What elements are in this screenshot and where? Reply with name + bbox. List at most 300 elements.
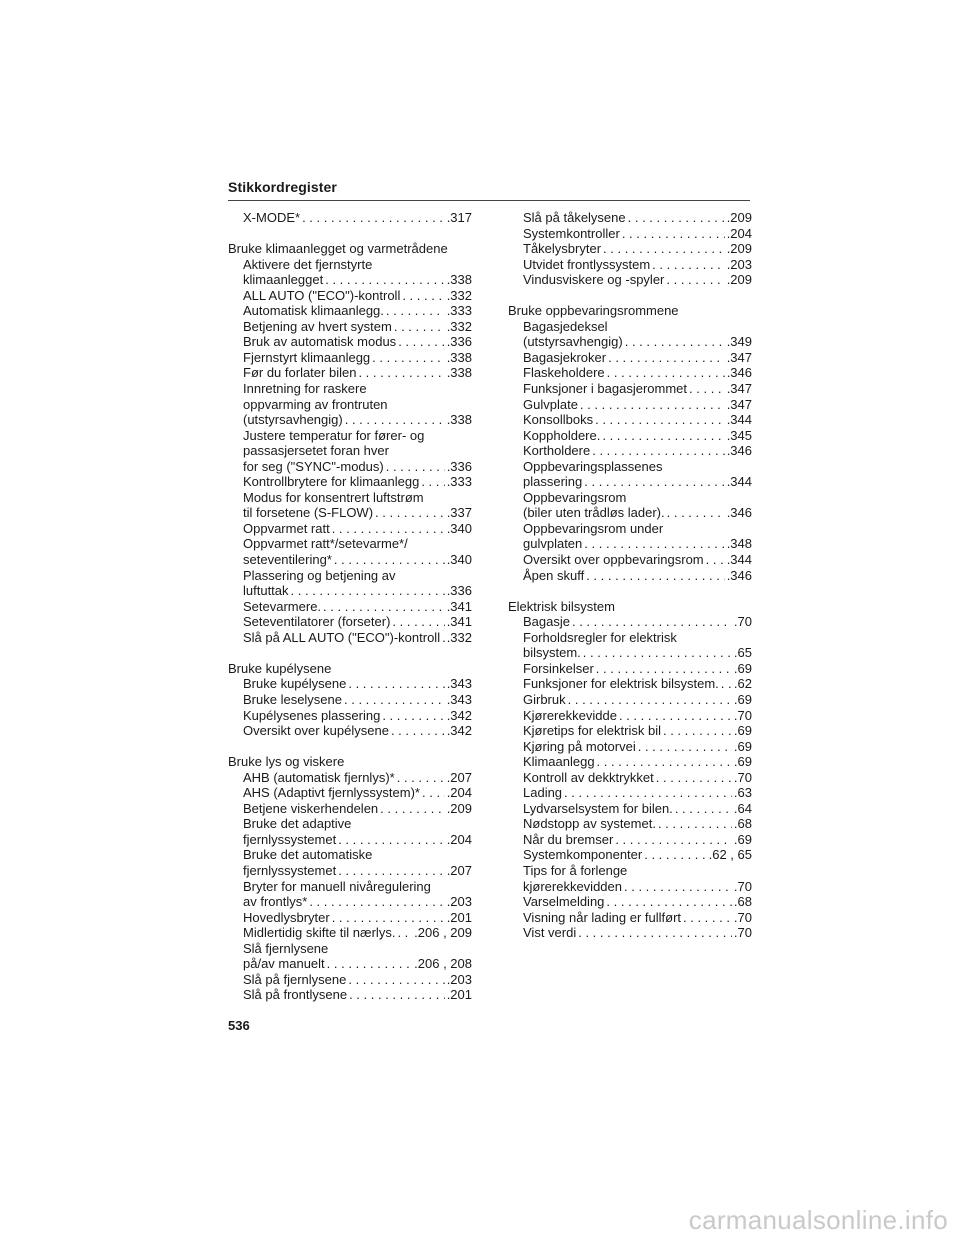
entry-continuation-line: Slå fjernlysene (243, 940, 329, 956)
entry-page: .336 (446, 583, 472, 599)
leader-dots (628, 210, 725, 226)
leader-dots (619, 708, 732, 724)
entry-text: Kupélysenes plassering (243, 707, 381, 723)
entry-text: Før du forlater bilen (243, 365, 357, 381)
entry-page: .69 (733, 691, 752, 707)
index-entry (508, 226, 752, 242)
entry-text: gulvplaten (523, 536, 583, 552)
leader-dots (332, 521, 445, 537)
entry-page: .207 (446, 769, 472, 785)
index-entry (228, 692, 472, 708)
index-entry (508, 739, 752, 755)
index-entry (508, 210, 752, 226)
index-entry (508, 381, 752, 397)
entry-page: .209 (446, 800, 472, 816)
leader-dots (338, 832, 444, 848)
entry-page: .346 (726, 365, 752, 381)
entry-page: .336 (446, 334, 472, 350)
index-entry (228, 676, 472, 692)
index-entry (228, 210, 472, 226)
entry-text: Slå på ALL AUTO ("ECO")-kontroll (243, 629, 441, 645)
entry-continuation-line: Modus for konsentrert luftstrøm (243, 489, 424, 505)
leader-dots (622, 226, 725, 242)
index-entry (508, 676, 752, 692)
entry-text: Automatisk klimaanlegg. (243, 303, 384, 319)
leader-dots (602, 428, 724, 444)
leader-dots (349, 987, 445, 1003)
index-section (508, 599, 752, 941)
leader-dots (386, 303, 445, 319)
entry-continuation-line: Forholdsregler for elektrisk (523, 629, 677, 645)
leader-dots (375, 505, 445, 521)
leader-dots (689, 381, 725, 397)
entry-continuation-line: Oppbevaringsrom (523, 489, 627, 505)
leader-dots (380, 801, 445, 817)
index-entry (228, 505, 472, 521)
entry-text: Koppholdere. (523, 427, 601, 443)
entry-text: Konsollboks (523, 412, 594, 428)
section-title: Bruke kupélysene (228, 660, 332, 676)
entry-text: Betjening av hvert system (243, 318, 392, 334)
entry-text: Oversikt over kupélysene (243, 723, 389, 739)
entry-continuation-line: Oppbevaringsrom under (523, 520, 664, 536)
index-entry (508, 272, 752, 288)
entry-text: Systemkomponenter (523, 847, 643, 863)
entry-text: AHS (Adaptivt fjernlyssystem)* (243, 785, 420, 801)
index-entry (508, 770, 752, 786)
index-entry (508, 257, 752, 273)
entry-page: .206 , 208 (414, 956, 472, 972)
entry-text: Lading (523, 785, 563, 801)
entry-page: .209 (726, 241, 752, 257)
leader-dots (583, 645, 732, 661)
entry-page: .62 (733, 676, 752, 692)
index-entry (228, 863, 472, 879)
leader-dots (358, 365, 444, 381)
entry-text: Kjøretips for elektrisk bil (523, 723, 661, 739)
entry-page: .341 (446, 614, 472, 630)
entry-page: .344 (726, 412, 752, 428)
entry-text: Lydvarselsystem for bilen. (523, 800, 673, 816)
leader-dots (584, 536, 724, 552)
entry-page: .343 (446, 691, 472, 707)
leader-dots (323, 599, 445, 615)
index-entry (228, 770, 472, 786)
entry-page: .201 (446, 909, 472, 925)
entry-page: .337 (446, 505, 472, 521)
index-entry (508, 614, 752, 630)
entry-text: bilsystem. (523, 645, 581, 661)
index-entry (508, 350, 752, 366)
entry-page: .338 (446, 365, 472, 381)
index-entry (228, 272, 472, 288)
entry-page: .344 (726, 552, 752, 568)
index-section (228, 661, 472, 739)
leader-dots (345, 412, 445, 428)
leader-dots (667, 505, 725, 521)
leader-dots (422, 785, 445, 801)
entry-page: .343 (446, 676, 472, 692)
index-entry (508, 847, 752, 863)
leader-dots (606, 894, 732, 910)
entry-text: Flaskeholdere (523, 365, 605, 381)
entry-text: Fjernstyrt klimaanlegg (243, 349, 371, 365)
leader-dots (584, 474, 724, 490)
entry-text: Kontroll av dekktrykket (523, 769, 654, 785)
entry-continuation-line: Plassering og betjening av (243, 567, 396, 583)
index-entry (508, 397, 752, 413)
leader-dots (372, 350, 445, 366)
index-entry (508, 552, 752, 568)
entry-text: Bruk av automatisk modus (243, 334, 397, 350)
entry-page: .340 (446, 552, 472, 568)
index-entry (508, 474, 752, 490)
entry-text: Slå på tåkelysene (523, 210, 626, 225)
leader-dots (398, 334, 445, 350)
leader-dots (625, 334, 725, 350)
entry-text: for seg ("SYNC"-modus) (243, 458, 384, 474)
entry-page: .68 (733, 816, 752, 832)
leader-dots (421, 474, 444, 490)
entry-text: Funksjoner for elektrisk bilsystem. (523, 676, 719, 692)
leader-dots (658, 816, 732, 832)
leader-dots (644, 847, 706, 863)
entry-page: .332 (446, 287, 472, 303)
entry-text: Bruke leselysene (243, 691, 342, 707)
entry-page: .64 (733, 800, 752, 816)
index-entry (228, 801, 472, 817)
leader-dots (302, 210, 445, 226)
entry-text: Seteventilatorer (forseter) (243, 614, 391, 630)
index-entry (508, 708, 752, 724)
entry-text: Nødstopp av systemet. (523, 816, 656, 832)
entry-page: .69 (733, 754, 752, 770)
entry-text: fjernlyssystemet (243, 862, 337, 878)
leader-dots (608, 350, 725, 366)
entry-page: .347 (726, 381, 752, 397)
entry-page: .70 (733, 925, 752, 941)
entry-text: plassering (523, 474, 583, 490)
entry-page: .342 (446, 723, 472, 739)
entry-page: .204 (726, 225, 752, 241)
entry-page: .203 (726, 256, 752, 272)
entry-page: .69 (733, 660, 752, 676)
index-entry (508, 801, 752, 817)
entry-text: Kortholdere (523, 443, 591, 459)
index-entry (228, 412, 472, 428)
index-entry (508, 925, 752, 941)
entry-text: ALL AUTO ("ECO")-kontroll (243, 287, 401, 303)
leader-dots (603, 241, 725, 257)
index-entry (228, 614, 472, 630)
entry-page: .338 (446, 412, 472, 428)
entry-page: .317 (446, 210, 472, 225)
entry-text: Visning når lading er fullført (523, 909, 682, 925)
leader-dots (402, 288, 444, 304)
leader-dots (291, 583, 445, 599)
index-entry (508, 645, 752, 661)
entry-page: .336 (446, 458, 472, 474)
entry-page: .338 (446, 272, 472, 288)
index-entry (508, 334, 752, 350)
index-entry (508, 723, 752, 739)
leader-dots (663, 723, 732, 739)
entry-text: Bagasjekroker (523, 349, 607, 365)
entry-text: fjernlyssystemet (243, 831, 337, 847)
leader-dots (348, 972, 444, 988)
entry-page: .349 (726, 334, 752, 350)
entry-page: .70 (733, 909, 752, 925)
index-entry (508, 754, 752, 770)
entry-page: .345 (726, 427, 752, 443)
index-entry (508, 692, 752, 708)
index-entry (228, 599, 472, 615)
entry-text: Bruke kupélysene (243, 676, 347, 692)
entry-page: .209 (726, 210, 752, 225)
entry-continuation-line: Bagasjedeksel (523, 318, 608, 334)
entry-page: .204 (446, 831, 472, 847)
index-section (228, 754, 472, 1003)
index-section (508, 210, 752, 288)
entry-page: .70 (733, 614, 752, 630)
index-entry (228, 785, 472, 801)
entry-page: .65 (733, 645, 752, 661)
index-entry (508, 816, 752, 832)
leader-dots (564, 785, 732, 801)
leader-dots (442, 630, 445, 646)
leader-dots (386, 459, 445, 475)
leader-dots (338, 863, 444, 879)
index-entry (228, 708, 472, 724)
entry-text: til forsetene (S-FLOW) (243, 505, 374, 521)
entry-page: .347 (726, 349, 752, 365)
entry-text: kjørerekkevidden (523, 878, 622, 894)
index-column-right (508, 210, 752, 956)
index-entry (228, 723, 472, 739)
entry-text: Oversikt over oppbevaringsrom (523, 552, 704, 568)
leader-dots (332, 910, 445, 926)
entry-page: .70 (733, 769, 752, 785)
entry-text: (utstyrsavhengig) (523, 334, 623, 350)
entry-page: .206 , 209 (414, 925, 472, 941)
index-entry (508, 428, 752, 444)
index-entry (508, 536, 752, 552)
index-entry (508, 832, 752, 848)
entry-text: Vist verdi (523, 925, 577, 941)
entry-text: Funksjoner i bagasjerommet (523, 381, 688, 397)
entry-text: Kjørerekkevidde (523, 707, 617, 723)
entry-continuation-line: Oppbevaringsplassenes (523, 458, 663, 474)
index-entry (508, 661, 752, 677)
leader-dots (624, 879, 732, 895)
entry-page: .332 (446, 629, 472, 645)
index-entry (228, 303, 472, 319)
leader-dots (397, 925, 412, 941)
entry-text: Vindusviskere og -spyler (523, 272, 665, 288)
section-title: Elektrisk bilsystem (508, 598, 615, 614)
index-entry (228, 319, 472, 335)
entry-page: .333 (446, 303, 472, 319)
entry-continuation-line: Bryter for manuell nivåregulering (243, 878, 431, 894)
index-entry (228, 972, 472, 988)
entry-text: Bagasje (523, 614, 570, 630)
leader-dots (706, 552, 725, 568)
index-entry (228, 521, 472, 537)
entry-text: luftuttak (243, 583, 289, 599)
entry-text: av frontlys* (243, 894, 308, 910)
leader-dots (572, 614, 732, 630)
entry-continuation-line: Bruke det automatiske (243, 847, 373, 863)
entry-text: Hovedlysbryter (243, 909, 330, 925)
leader-dots (392, 614, 444, 630)
leader-dots (327, 956, 413, 972)
index-entry (228, 910, 472, 926)
index-entry (508, 568, 752, 584)
index-entry (508, 894, 752, 910)
entry-page: .203 (446, 971, 472, 987)
entry-page: .63 (733, 785, 752, 801)
section-title: Bruke lys og viskere (228, 754, 345, 770)
index-entry (228, 894, 472, 910)
entry-continuation-line: Aktivere det fjernstyrte (243, 256, 373, 272)
index-header (228, 179, 750, 201)
index-entry (228, 350, 472, 366)
entry-page: .201 (446, 987, 472, 1003)
index-entry (228, 288, 472, 304)
entry-text: Systemkontroller (523, 225, 620, 241)
entry-page: .346 (726, 505, 752, 521)
index-entry (508, 365, 752, 381)
index-entry (228, 365, 472, 381)
entry-page: .342 (446, 707, 472, 723)
index-entry (508, 785, 752, 801)
index-column-left (228, 210, 472, 1018)
index-section (508, 303, 752, 583)
index-entry (228, 583, 472, 599)
watermark-text: carmanualsonline.info (688, 1205, 948, 1235)
index-entry (228, 832, 472, 848)
leader-dots (391, 723, 445, 739)
entry-text: Gulvplate (523, 396, 578, 412)
entry-text: Slå på frontlysene (243, 987, 348, 1003)
entry-text: på/av manuelt (243, 956, 325, 972)
leader-dots (586, 568, 724, 584)
leader-dots (683, 910, 732, 926)
index-entry (228, 987, 472, 1003)
entry-text: Kontrollbrytere for klimaanlegg (243, 474, 420, 490)
entry-page: .346 (726, 567, 752, 583)
index-entry (228, 474, 472, 490)
entry-continuation-line: Innretning for raskere (243, 381, 367, 397)
index-entry (508, 879, 752, 895)
entry-text: Klimaanlegg (523, 754, 595, 770)
entry-text: Forsinkelser (523, 660, 594, 676)
entry-text: seteventilering* (243, 552, 332, 568)
entry-page: .338 (446, 349, 472, 365)
leader-dots (348, 676, 444, 692)
entry-page: .68 (733, 894, 752, 910)
index-entry (508, 443, 752, 459)
entry-text: Åpen skuff (523, 567, 585, 583)
index-title: Stikkordregister (228, 179, 337, 195)
leader-dots (325, 272, 444, 288)
index-entry (228, 552, 472, 568)
entry-continuation-line: Justere temperatur for fører- og (243, 427, 425, 443)
entry-page: .344 (726, 474, 752, 490)
leader-dots (652, 257, 725, 273)
index-entry (228, 334, 472, 350)
entry-text: Slå på fjernlysene (243, 971, 347, 987)
entry-page: .207 (446, 862, 472, 878)
entry-continuation-line: Bruke det adaptive (243, 816, 352, 832)
leader-dots (568, 692, 732, 708)
leader-dots (638, 739, 732, 755)
entry-continuation-line: Tips for å forlenge (523, 862, 628, 878)
leader-dots (397, 770, 445, 786)
entry-text: Setevarmere. (243, 598, 322, 614)
entry-page: .347 (726, 396, 752, 412)
entry-continuation-line: Oppvarmet ratt*/setevarme*/ (243, 536, 408, 552)
entry-page: .70 (733, 707, 752, 723)
index-entry (228, 925, 472, 941)
leader-dots (595, 412, 725, 428)
index-entry (508, 412, 752, 428)
index-entry (508, 241, 752, 257)
entry-text: Varselmelding (523, 894, 605, 910)
leader-dots (607, 365, 725, 381)
entry-page: .348 (726, 536, 752, 552)
entry-page: .209 (726, 272, 752, 288)
entry-text: Tåkelysbryter (523, 241, 602, 257)
leader-dots (309, 894, 444, 910)
entry-text: Girbruk (523, 691, 566, 707)
entry-page: .69 (733, 738, 752, 754)
leader-dots (596, 661, 732, 677)
leader-dots (597, 754, 732, 770)
entry-text: (utstyrsavhengig) (243, 412, 343, 428)
index-entry (508, 505, 752, 521)
entry-text: Midlertidig skifte til nærlys. (243, 925, 396, 941)
index-entry (228, 459, 472, 475)
leader-dots (334, 552, 445, 568)
leader-dots (344, 692, 445, 708)
index-entry (228, 956, 472, 972)
entry-text: Kjøring på motorvei (523, 738, 636, 754)
entry-page: .333 (446, 474, 472, 490)
entry-page: .341 (446, 598, 472, 614)
leader-dots (382, 708, 444, 724)
entry-continuation-line: oppvarming av frontruten (243, 396, 388, 412)
entry-text: X-MODE* (243, 210, 301, 225)
index-section (228, 241, 472, 645)
leader-dots (394, 319, 445, 335)
entry-text: Betjene viskerhendelen (243, 800, 379, 816)
section-title: Bruke oppbevaringsrommene (508, 303, 679, 319)
entry-continuation-line: passasjersetet foran hver (243, 443, 389, 459)
leader-dots (666, 272, 724, 288)
entry-page: .203 (446, 894, 472, 910)
entry-page: .340 (446, 520, 472, 536)
entry-page: .69 (733, 831, 752, 847)
entry-page: .62 , 65 (708, 847, 752, 863)
leader-dots (615, 832, 732, 848)
entry-text: Oppvarmet ratt (243, 520, 330, 536)
leader-dots (656, 770, 732, 786)
page-number: 536 (228, 1018, 250, 1033)
section-title: Bruke klimaanlegget og varmetrådene (228, 241, 448, 257)
entry-text: Utvidet frontlyssystem (523, 256, 651, 272)
leader-dots (721, 676, 732, 692)
